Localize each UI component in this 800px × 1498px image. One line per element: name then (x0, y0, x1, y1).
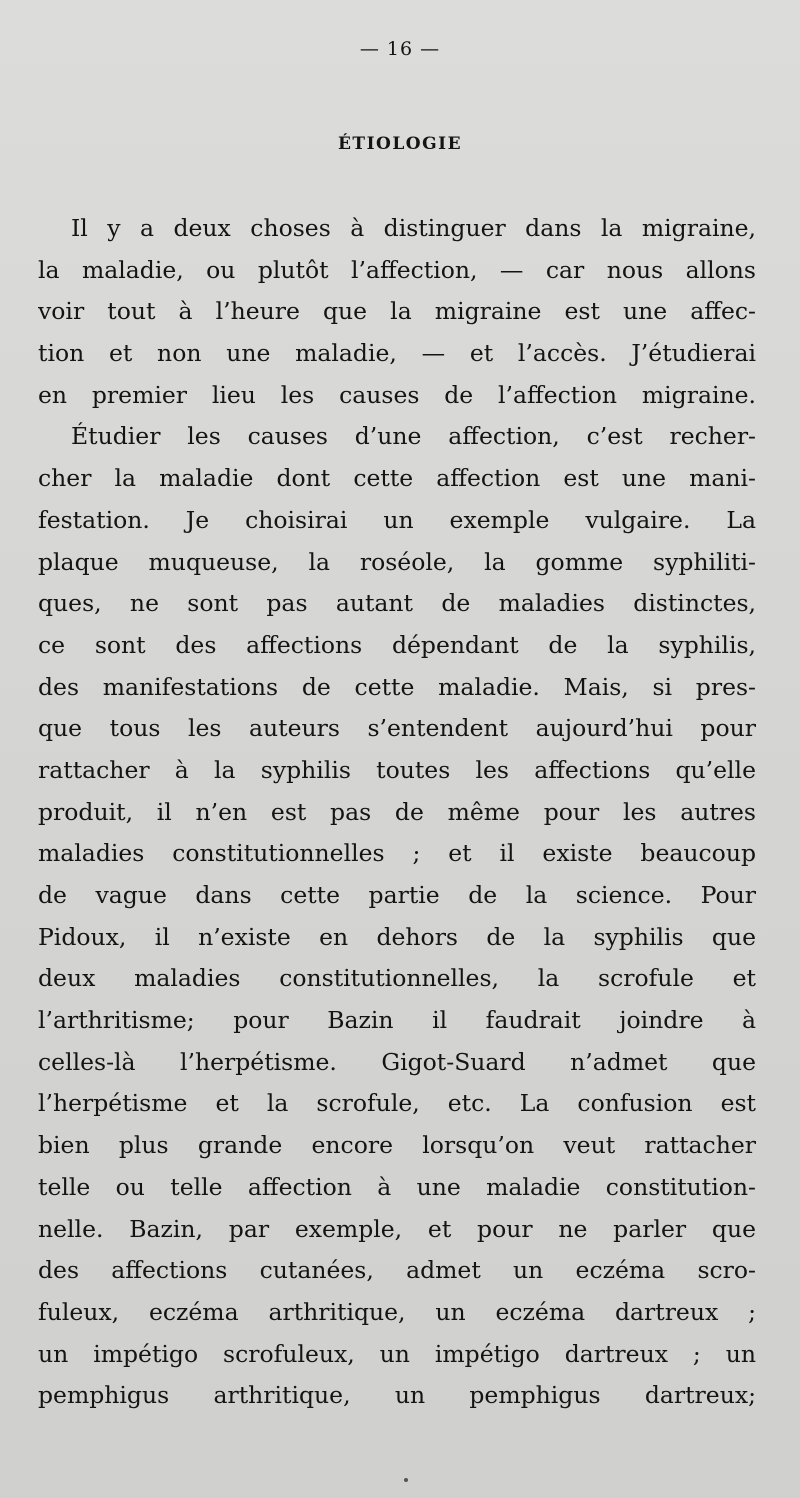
text-line: la maladie, ou plutôt l’affection, — car nous allons (38, 255, 756, 284)
text-line: bien plus grande encore lorsqu’on veut rattacher (38, 1131, 756, 1160)
text-line: celles-là l’herpétisme. Gigot-Suard n’admet que (38, 1047, 756, 1076)
text-line: fuleux, eczéma arthritique, un eczéma dartreux ; (38, 1297, 756, 1326)
text-line: ques, ne sont pas autant de maladies distinctes, (38, 589, 756, 618)
text-line: que tous les auteurs s’entendent aujourd’hui pour (38, 714, 756, 743)
text-line: Pidoux, il n’existe en dehors de la syphilis que (38, 922, 756, 951)
text-line: nelle. Bazin, par exemple, et pour ne parler que (38, 1214, 756, 1243)
text-line: voir tout à l’heure que la migraine est une affec- (38, 297, 756, 326)
body-text (38, 208, 756, 1417)
text-line: plaque muqueuse, la roséole, la gomme syphiliti- (38, 547, 756, 576)
text-line: deux maladies constitutionnelles, la scrofule et (38, 964, 756, 993)
text-line: produit, il n’en est pas de même pour les autres (38, 797, 756, 826)
text-line: un impétigo scrofuleux, un impétigo dartreux ; un (38, 1339, 756, 1368)
text-line: tion et non une maladie, — et l’accès. J’étudierai (38, 339, 756, 368)
text-line: Étudier les causes d’une affection, c’est recher- (71, 422, 756, 451)
page-number: — 16 — (359, 38, 441, 60)
section-title: ÉTIOLOGIE (337, 134, 463, 154)
text-line: maladies constitutionnelles ; et il existe beaucoup (38, 839, 756, 868)
text-line: Il y a deux choses à distinguer dans la migraine, (71, 214, 756, 242)
text-line: festation. Je choisirai un exemple vulgaire. La (38, 505, 756, 534)
print-speck (404, 1478, 408, 1482)
text-line: en premier lieu les causes de l’affection migraine. (38, 380, 756, 409)
text-line: de vague dans cette partie de la science. Pour (38, 881, 756, 909)
text-line: des affections cutanées, admet un eczéma scro- (38, 1256, 756, 1285)
text-line: des manifestations de cette maladie. Mais, si pres- (38, 672, 756, 701)
text-line: telle ou telle affection à une maladie constitution- (38, 1172, 756, 1201)
text-line: pemphigus arthritique, un pemphigus dartreux; (38, 1381, 756, 1410)
text-line: l’herpétisme et la scrofule, etc. La confusion est (38, 1089, 756, 1118)
text-line: l’arthritisme; pour Bazin il faudrait joindre à (38, 1006, 756, 1035)
text-line: cher la maladie dont cette affection est une mani- (38, 464, 756, 493)
text-line: rattacher à la syphilis toutes les affections qu’elle (38, 755, 756, 784)
text-line: ce sont des affections dépendant de la syphilis, (38, 630, 756, 659)
